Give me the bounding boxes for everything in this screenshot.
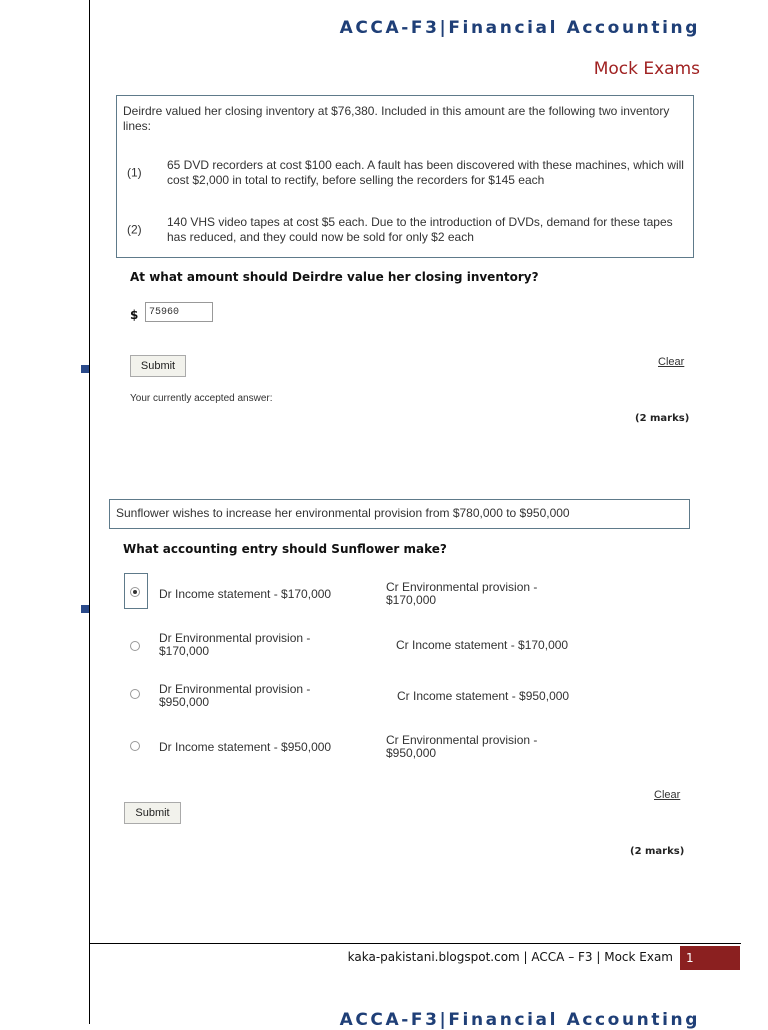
inventory-line-text: 65 DVD recorders at cost $100 each. A fault has been discovered with these machines, which will cost $2,000 in total to rectify, before selling the recorders for $145 each: [167, 158, 684, 187]
question2-intro: Sunflower wishes to increase her environmental provision from $780,000 to $950,000: [116, 506, 570, 520]
inventory-line-number: (1): [127, 165, 142, 180]
accepted-answer-label: Your currently accepted answer:: [130, 393, 273, 404]
inventory-line-text: 140 VHS video tapes at cost $5 each. Due to the introduction of DVDs, demand for these tapes has reduced, and they could now be sold for only $2 each: [167, 215, 673, 244]
option-debit: Dr Income statement - $170,000: [159, 587, 332, 601]
marks-label: (2 marks): [635, 413, 690, 424]
left-margin-rule: [89, 0, 90, 1024]
footer-text: kaka-pakistani.blogspot.com | ACCA – F3 | Mock Exam: [347, 950, 673, 964]
inventory-line-2: [127, 215, 687, 245]
radio-button[interactable]: [130, 689, 140, 699]
answer-input[interactable]: [145, 302, 213, 322]
option-debit: Dr Income statement - $950,000: [159, 740, 332, 754]
page-number-badge: 1: [680, 946, 740, 970]
page-header-title: ACCA-F3|Financial Accounting: [339, 18, 700, 38]
radio-button[interactable]: [130, 641, 140, 651]
margin-marker: [81, 365, 89, 373]
question1-intro: Deirdre valued her closing inventory at $76,380. Included in this amount are the following two inventory lines:: [123, 104, 670, 133]
clear-link[interactable]: Clear: [654, 789, 681, 801]
question1-prompt: At what amount should Deirdre value her closing inventory?: [130, 270, 539, 284]
radio-button[interactable]: [130, 587, 140, 597]
option-credit: Cr Environmental provision - $950,000: [386, 733, 538, 760]
inventory-line-1: [127, 158, 687, 188]
submit-button[interactable]: Submit: [124, 802, 181, 824]
marks-label: (2 marks): [630, 846, 685, 857]
footer-rule: [89, 943, 741, 944]
clear-link[interactable]: Clear: [658, 356, 685, 368]
question2-scenario-box: [109, 499, 690, 529]
currency-symbol: $: [130, 308, 139, 322]
question1-scenario-box: [116, 95, 694, 258]
question2-prompt: What accounting entry should Sunflower make?: [123, 542, 447, 556]
option-credit: Cr Income statement - $170,000: [396, 638, 569, 652]
radio-button[interactable]: [130, 741, 140, 751]
submit-button[interactable]: Submit: [130, 355, 186, 377]
inventory-line-number: (2): [127, 222, 142, 237]
margin-marker: [81, 605, 89, 613]
option-debit: Dr Environmental provision - $170,000: [159, 631, 311, 658]
option-credit: Cr Income statement - $950,000: [397, 689, 570, 703]
page-header-subtitle: Mock Exams: [593, 59, 700, 79]
option-debit: Dr Environmental provision - $950,000: [159, 682, 311, 709]
option-credit: Cr Environmental provision - $170,000: [386, 580, 538, 607]
next-page-header-title: ACCA-F3|Financial Accounting: [339, 1010, 700, 1030]
